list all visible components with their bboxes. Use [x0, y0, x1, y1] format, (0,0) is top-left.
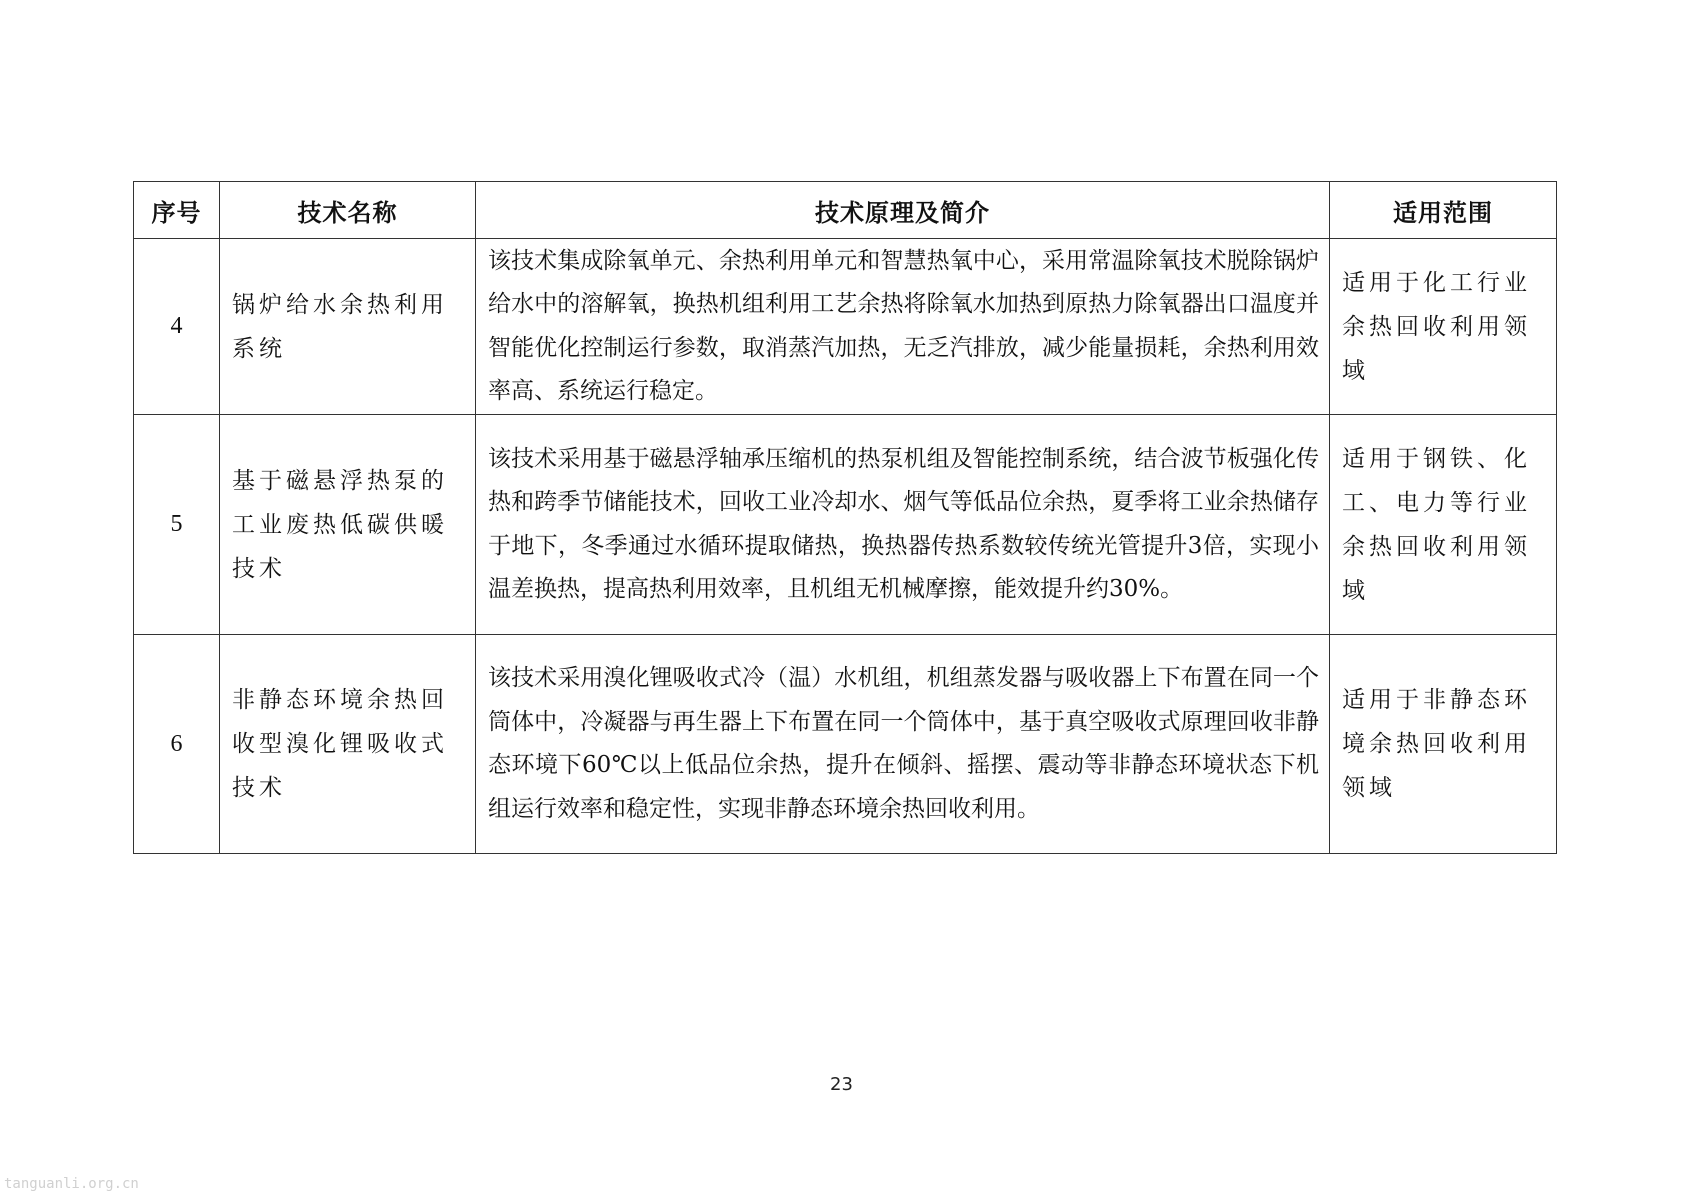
row-description: 该技术集成除氧单元、余热利用单元和智慧热氧中心，采用常温除氧技术脱除锅炉给水中的溶解氧，换热机组利用工艺余热将除氧水加热到原热力除氧器出口温度并智能优化控制运行参数，取消蒸汽加热，无乏汽排放，减少能量损耗，余热利用效率高、系统运行稳定。 — [476, 239, 1330, 415]
row-description: 该技术采用溴化锂吸收式冷（温）水机组，机组蒸发器与吸收器上下布置在同一个筒体中，冷凝器与再生器上下布置在同一个筒体中，基于真空吸收式原理回收非静态环境下60℃以上低品位余热，提升在倾斜、摇摆、震动等非静态环境状态下机组运行效率和稳定性，实现非静态环境余热回收利用。 — [476, 635, 1330, 854]
header-principle-description: 技术原理及简介 — [476, 182, 1330, 239]
technology-table — [133, 181, 1557, 854]
row-serial-number: 4 — [134, 239, 220, 415]
table-row — [134, 415, 1557, 635]
row-description: 该技术采用基于磁悬浮轴承压缩机的热泵机组及智能控制系统，结合波节板强化传热和跨季节储能技术，回收工业冷却水、烟气等低品位余热，夏季将工业余热储存于地下，冬季通过水循环提取储热，换热器传热系数较传统光管提升3倍，实现小温差换热，提高热利用效率，且机组无机械摩擦，能效提升约30%。 — [476, 415, 1330, 635]
row-technology-name: 锅炉给水余热利用系统 — [220, 239, 476, 415]
header-technology-name: 技术名称 — [220, 182, 476, 239]
watermark-text: tanguanli.org.cn — [4, 1176, 139, 1192]
header-serial-number: 序号 — [134, 182, 220, 239]
header-application-scope: 适用范围 — [1330, 182, 1557, 239]
row-technology-name: 非静态环境余热回收型溴化锂吸收式技术 — [220, 635, 476, 854]
row-scope: 适用于钢铁、化工、电力等行业余热回收利用领域 — [1330, 415, 1557, 635]
table-header-row — [134, 182, 1557, 239]
row-scope: 适用于化工行业余热回收利用领域 — [1330, 239, 1557, 415]
table-row — [134, 635, 1557, 854]
row-serial-number: 6 — [134, 635, 220, 854]
row-scope: 适用于非静态环境余热回收利用领域 — [1330, 635, 1557, 854]
row-technology-name: 基于磁悬浮热泵的工业废热低碳供暖技术 — [220, 415, 476, 635]
row-serial-number: 5 — [134, 415, 220, 635]
page-number: 23 — [830, 1074, 853, 1095]
table-row — [134, 239, 1557, 415]
